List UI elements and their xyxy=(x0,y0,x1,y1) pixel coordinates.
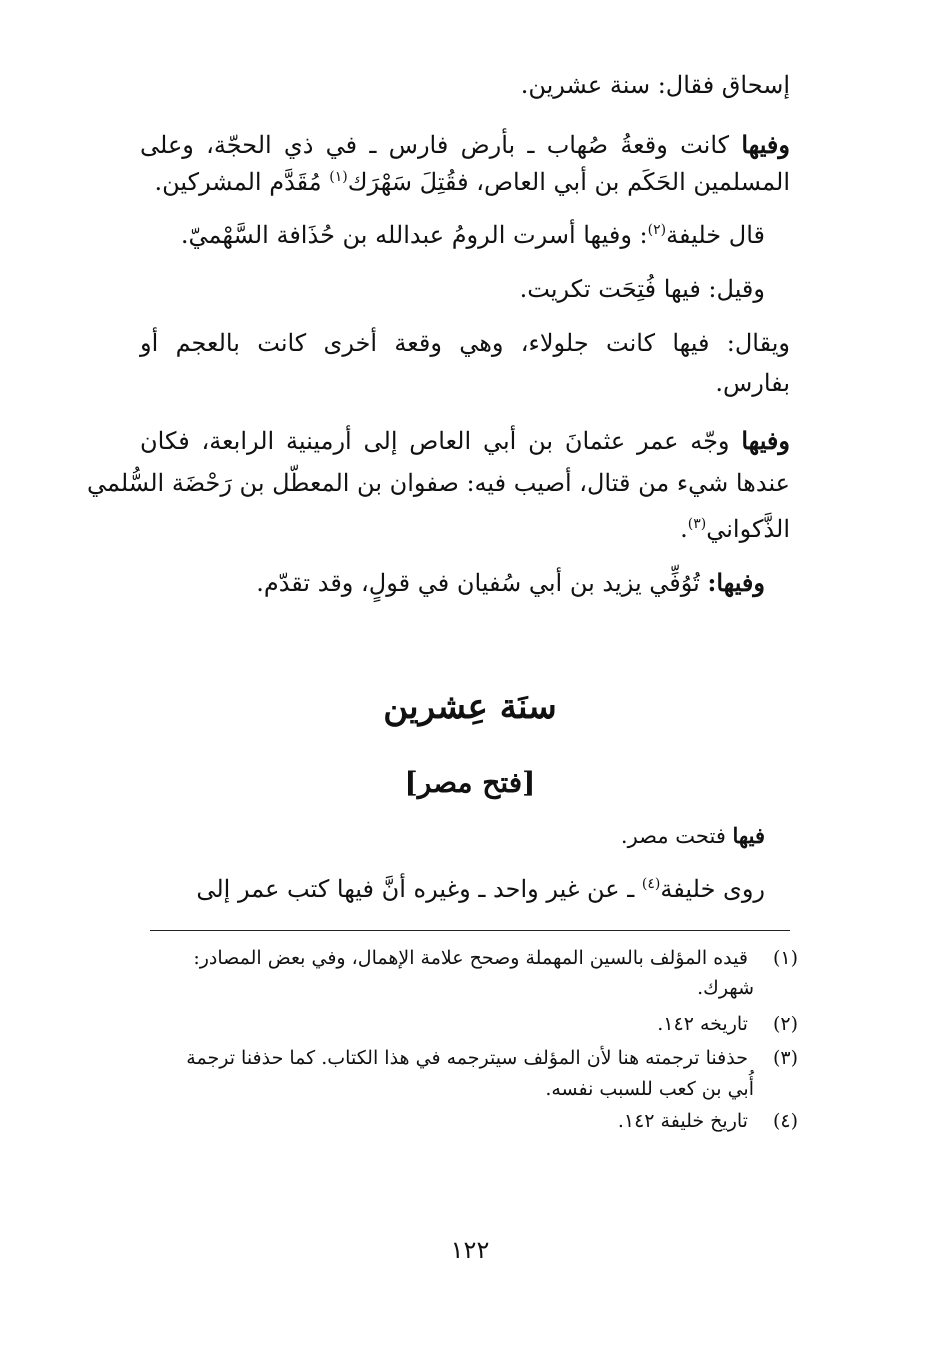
paragraph-3 xyxy=(115,272,765,306)
lead-word: وفيها: xyxy=(707,568,765,597)
line-text: إسحاق فقال: سنة عشرين. xyxy=(520,71,790,99)
line-text: كانت وقعةُ صُهاب ـ بأرض فارس ـ في ذي الحجّة، وعلى xyxy=(140,131,742,159)
line-text: ويقال: فيها كانت جلولاء، وهي وقعة أخرى كانت بالعجم أو xyxy=(140,329,790,357)
footnote-text: حذفنا ترجمته هنا لأن المؤلف سيترجمه في هذا الكتاب. كما حذفنا ترجمة xyxy=(186,1047,748,1069)
lead-word: وفيها xyxy=(741,130,790,159)
footnote-text: شهرك. xyxy=(697,977,754,999)
footnote-text: تاريخه ١٤٢. xyxy=(657,1013,748,1035)
footnote-number: (١) xyxy=(772,947,798,969)
footnote-separator xyxy=(150,930,790,931)
paragraph-6 xyxy=(115,566,765,600)
line-text: مُقَدَّم المشركين. xyxy=(154,168,330,196)
line-text: وقيل: فيها فُتِحَت تكريت. xyxy=(519,275,765,303)
line-text: عندها شيء من قتال، أصيب فيه: صفوان بن المعطّل بن رَحْضَة السُّلمي xyxy=(86,469,790,497)
line-text: قال خليفة xyxy=(666,221,765,249)
line-text: الذَّكواني xyxy=(706,515,790,543)
footnote-number: (٤) xyxy=(772,1110,798,1132)
line-text: روى خليفة xyxy=(660,875,765,903)
footnote-number: (٢) xyxy=(772,1013,798,1035)
line-text: وجّه عمر عثمانَ بن أبي العاص إلى أرمينية الرابعة، فكان xyxy=(140,427,742,455)
footnote-4 xyxy=(138,1107,798,1135)
section-subtitle: [فتح مصر] xyxy=(404,766,536,799)
paragraph-7 xyxy=(115,818,765,853)
lead-word: وفيها xyxy=(741,426,790,455)
footnote-ref-3: (٣) xyxy=(687,516,707,532)
line-text: بفارس. xyxy=(715,369,790,397)
footnote-1 xyxy=(138,944,798,972)
section-title: سنَة عِشرين xyxy=(383,687,557,727)
line-text: ـ عن غير واحد ـ وغيره أنَّ فيها كتب عمر إلى xyxy=(196,875,642,903)
footnote-ref-4: (٤) xyxy=(641,876,661,892)
paragraph-1-line-1 xyxy=(140,128,790,162)
paragraph-5-line-1 xyxy=(140,424,790,458)
line-text: تُوُفِّي يزيد بن أبي سُفيان في قولٍ، وقد تقدّم. xyxy=(256,569,708,597)
footnote-text: تاريخ خليفة ١٤٢. xyxy=(617,1110,748,1132)
footnote-number: (٣) xyxy=(772,1047,798,1069)
page-number: ١٢٢ xyxy=(450,1236,490,1264)
footnote-2 xyxy=(138,1010,798,1038)
paragraph-1-line-2 xyxy=(140,165,790,199)
footnote-ref-2: (٢) xyxy=(647,222,667,238)
paragraph-8 xyxy=(140,872,765,906)
paragraph-4-line-1 xyxy=(140,326,790,360)
footnote-text: أُبي بن كعب للسبب نفسه. xyxy=(545,1078,754,1100)
footnote-ref-1: (١) xyxy=(329,169,348,185)
line-text: فتحت مصر. xyxy=(620,824,733,848)
lead-word: فيها xyxy=(732,823,765,848)
paragraph-5-line-3 xyxy=(140,512,790,546)
footnote-3 xyxy=(138,1044,798,1072)
footnote-3-continuation xyxy=(138,1075,754,1103)
line-text: : وفيها أسرت الرومُ عبدالله بن حُذَافة السَّهْميّ. xyxy=(180,221,648,249)
line-text: المسلمين الحَكَم بن أبي العاص، فقُتِلَ سَهْرَك xyxy=(347,168,790,196)
paragraph-2 xyxy=(115,218,765,252)
paragraph-4-line-2 xyxy=(140,366,790,400)
line-text: . xyxy=(680,515,688,543)
footnote-1-continuation xyxy=(138,974,754,1002)
text-line-continuation xyxy=(140,68,790,102)
footnote-text: قيده المؤلف بالسين المهملة وصحح علامة الإهمال، وفي بعض المصادر: xyxy=(193,947,748,969)
paragraph-5-line-2 xyxy=(86,466,790,500)
